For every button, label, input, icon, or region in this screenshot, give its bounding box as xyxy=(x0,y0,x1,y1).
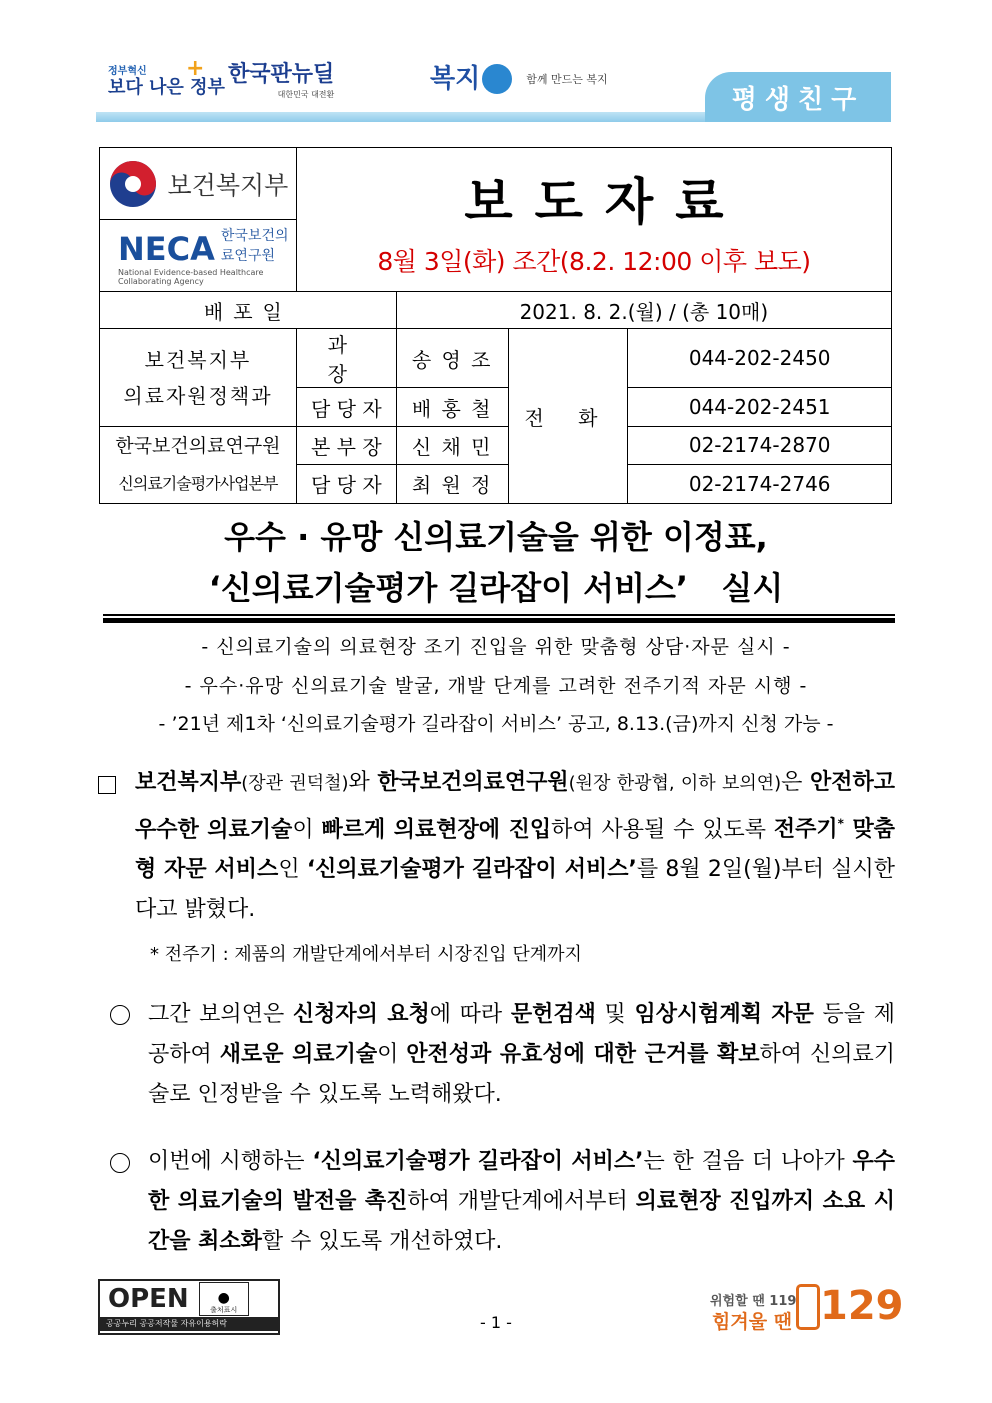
circle-bullet-icon xyxy=(110,1005,130,1025)
dept1-line2: 의료자원정책과 xyxy=(123,383,273,408)
contact-name: 신 채 민 xyxy=(396,427,508,465)
hotline-big: 힘겨울 땐 xyxy=(712,1311,793,1333)
contact-phone: 02-2174-2870 xyxy=(628,427,892,465)
press-release-title: 보도자료 xyxy=(464,172,746,231)
neca-english: National Evidence-based Healthcare Collaborating Agency xyxy=(118,268,264,286)
circle-bullet-icon xyxy=(110,1153,130,1173)
welfare-title: 복지 xyxy=(430,64,481,94)
open-label: OPEN xyxy=(108,1284,189,1314)
gov-innovation-small: 정부혁신 xyxy=(108,66,147,77)
taegeuk-emblem-icon xyxy=(108,159,158,209)
release-date-value: 2021. 8. 2.(월) / (총 10매) xyxy=(396,292,891,329)
contact-name: 최 원 정 xyxy=(396,464,508,503)
newdeal-title: 한국판뉴딜 xyxy=(228,62,335,87)
dept2-line2: 신의료기술평가사업본부 xyxy=(118,474,278,493)
subtitle-2: - 우수·유망 신의료기술 발굴, 개발 단계를 고려한 전주기적 자문 시행 - xyxy=(184,675,808,697)
title-cell xyxy=(296,148,891,292)
attribution-badge: 출처표시 xyxy=(210,1306,238,1314)
contact-phone: 02-2174-2746 xyxy=(628,464,892,503)
mohw-name: 보건복지부 xyxy=(167,170,289,200)
open-license-sub: 공공누리 공공저작물 자유이용허락 xyxy=(100,1317,278,1331)
person-icon: ● xyxy=(217,1290,230,1306)
dept2-line1: 한국보건의료연구원 xyxy=(115,435,281,457)
welfare-circle-icon xyxy=(482,64,512,94)
contact-role: 본 부 장 xyxy=(296,427,396,465)
contact-role: 담 당 자 xyxy=(296,464,396,503)
contact-phone: 044-202-2451 xyxy=(628,388,892,427)
headline-rule-thick xyxy=(103,618,895,623)
plus-icon: + xyxy=(186,56,205,81)
page-number: - 1 - xyxy=(480,1313,512,1332)
phone-label: 전 화 xyxy=(508,329,628,504)
headline-line2: ‘신의료기술평가 길라잡이 서비스’ 실시 xyxy=(208,569,784,607)
mohw-logo-cell xyxy=(100,148,297,220)
dept1-line1: 보건복지부 xyxy=(144,347,252,372)
neca-mark: NECA xyxy=(118,230,215,268)
newdeal-logo xyxy=(228,64,334,100)
release-date-label: 배포일 xyxy=(100,292,397,329)
contact-name: 배 홍 철 xyxy=(396,388,508,427)
subtitle-1: - 신의료기술의 의료현장 조기 진입을 위한 맞춤형 상담·자문 실시 - xyxy=(201,636,791,658)
contact-phone: 044-202-2450 xyxy=(628,329,892,388)
gov-innovation-logo xyxy=(108,56,225,98)
dept2-cell xyxy=(100,427,297,504)
newdeal-sub: 대한민국 대전환 xyxy=(277,90,335,99)
contact-role: 과 장 xyxy=(296,329,396,388)
press-info-table xyxy=(99,147,892,504)
paragraph-3: 이번에 시행하는 ‘신의료기술평가 길라잡이 서비스’는 한 걸음 더 나아가 우수한 의료기술의 발전을 촉진하여 개발단계에서부터 의료현장 진입까지 소요 시간을 최소화할 수 있도록 개선하였다. xyxy=(148,1149,895,1254)
welfare-sub: 함께 만드는 복지 xyxy=(526,73,608,86)
paragraph-2: 그간 보의연은 신청자의 요청에 따라 문헌검색 및 임상시험계획 자문 등을 제공하여 새로운 의료기술이 안전성과 유효성에 대한 근거를 확보하여 신의료기술로 인정받을 수 있도록 노력해왔다. xyxy=(148,1002,895,1107)
headline-line1: 우수 · 유망 신의료기술을 위한 이정표, xyxy=(224,518,768,556)
embargo-notice: 8월 3일(화) 조간(8.2. 12:00 이후 보도) xyxy=(377,246,811,276)
dept1-cell xyxy=(100,329,297,427)
phone-icon xyxy=(796,1284,820,1330)
neca-korean: 한국보건의료연구원 xyxy=(220,228,289,264)
attribution-icon xyxy=(199,1282,249,1316)
contact-role: 담 당 자 xyxy=(296,388,396,427)
footnote: * 전주기 : 제품의 개발단계에서부터 시장진입 단계까지 xyxy=(150,944,582,965)
hotline-number: 129 xyxy=(820,1283,904,1329)
subtitle-3: - ’21년 제1차 ‘신의료기술평가 길라잡이 서비스’ 공고, 8.13.(금)까지 신청 가능 - xyxy=(158,713,834,735)
hotline-129-logo xyxy=(710,1280,904,1333)
contact-name: 송 영 조 xyxy=(396,329,508,388)
headline-rule-thin xyxy=(103,614,895,616)
square-bullet-icon xyxy=(98,776,116,794)
hotline-small: 위험할 땐 119 xyxy=(710,1294,797,1309)
neca-logo-cell xyxy=(100,220,297,292)
lifetime-friend-tag: 평생친구 xyxy=(705,72,891,122)
welfare-logo xyxy=(430,64,608,94)
paragraph-main: 보건복지부(장관 권덕철)와 한국보건의료연구원(원장 한광협, 이하 보의연)은 안전하고 우수한 의료기술이 빠르게 의료현장에 진입하여 사용될 수 있도록 전주기* 맞춤형 자문 서비스인 ‘신의료기술평가 길라잡이 서비스’를 8월 2일(월)부터 실시한다고 밝혔다. xyxy=(135,770,896,923)
gov-innovation-main: 보다 나은 정부 xyxy=(108,77,225,98)
